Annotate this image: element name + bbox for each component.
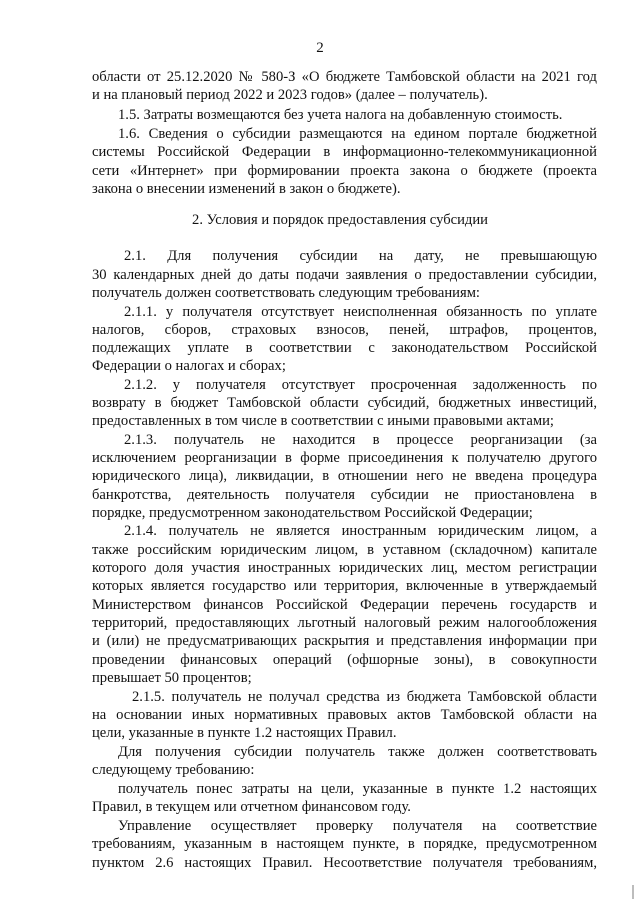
text-line: 1.5. Затраты возмещаются без учета налога на добавленную стоимость.	[118, 107, 563, 123]
text-line: получатель должен соответствовать следующим требованиям:	[92, 285, 480, 301]
text-line: юридического лица), ликвидации, в отношении него не введена процедура	[92, 468, 597, 484]
text-line: предоставленных в том числе в соответствии с иными правовыми актами;	[92, 413, 554, 429]
text-line: Правил, в текущем или отчетном финансовом году.	[92, 799, 411, 815]
text-line: которого доля участия иностранных юридических лиц, местом регистрации	[92, 560, 597, 576]
text-line: банкротства, деятельность получателя субсидии не приостановлена в	[92, 487, 597, 503]
text-line: проведении финансовых операций (офшорные зоны), в совокупности	[92, 652, 597, 668]
text-line: Управление осуществляет проверку получателя на соответствие	[118, 818, 597, 834]
text-line: получатель понес затраты на цели, указанные в пункте 1.2 настоящих	[118, 781, 597, 797]
text-line: 2.1.2. у получателя отсутствует просроченная задолженность по	[124, 377, 597, 393]
text-line: также российским юридическим лицом, в уставном (складочном) капитале	[92, 542, 597, 558]
text-line: цели, указанные в пункте 1.2 настоящих Правил.	[92, 725, 397, 741]
text-line: территорий, предоставляющих льготный налоговый режим налогообложения	[92, 615, 597, 631]
text-line: системы Российской Федерации в информационно-телекоммуникационной	[92, 144, 597, 160]
text-line: 2.1.4. получатель не является иностранным юридическим лицом, а	[124, 523, 597, 539]
text-line: порядке, предусмотренном законодательством Российской Федерации;	[92, 505, 533, 521]
section-heading: 2. Условия и порядок предоставления субсидии	[192, 212, 488, 228]
text-line: на основании иных нормативных правовых актов Тамбовской области на	[92, 707, 597, 723]
text-line: Министерством финансов Российской Федерации перечень государств и	[92, 597, 597, 613]
text-line: 2.1.1. у получателя отсутствует неисполненная обязанность по уплате	[124, 304, 597, 320]
text-line: возврату в бюджет Тамбовской области субсидий, бюджетных инвестиций,	[92, 395, 597, 411]
text-line: требованиям, указанным в настоящем пункте, в порядке, предусмотренном	[92, 836, 597, 852]
text-line: области от 25.12.2020 № 580-З «О бюджете Тамбовской области на 2021 год	[92, 69, 597, 85]
text-line: 1.6. Сведения о субсидии размещаются на едином портале бюджетной	[118, 126, 597, 142]
text-line: следующему требованию:	[92, 762, 255, 778]
page-number: 2	[316, 40, 324, 56]
text-line: Для получения субсидии получатель также должен соответствовать	[118, 744, 597, 760]
text-line: и (или) не предусматривающих раскрытия и представления информации при	[92, 633, 597, 649]
text-line: которых является государство или территория, включенные в утверждаемый	[92, 578, 597, 594]
text-line: Федерации о налогах и сборах;	[92, 358, 286, 374]
text-line: закона о внесении изменений в закон о бюджете).	[92, 181, 401, 197]
text-line: 30 календарных дней до даты подачи заявления о предоставлении субсидии,	[92, 267, 597, 283]
text-line: 2.1.5. получатель не получал средства из бюджета Тамбовской области	[132, 689, 597, 705]
text-line: и на плановый период 2022 и 2023 годов» (далее – получатель).	[92, 87, 488, 103]
text-line: 2.1. Для получения субсидии на дату, не превышающую	[124, 248, 597, 264]
text-line: 2.1.3. получатель не находится в процессе реорганизации (за	[124, 432, 597, 448]
text-line: исключением реорганизации в форме присоединения к получателю другого	[92, 450, 597, 466]
text-line: пунктом 2.6 настоящих Правил. Несоответствие получателя требованиям,	[92, 855, 597, 871]
text-line: подлежащих уплате в соответствии с законодательством Российской	[92, 340, 597, 356]
scan-margin-mark	[632, 885, 634, 899]
text-line: сети «Интернет» при формировании проекта закона о бюджете (проекта	[92, 163, 597, 179]
text-line: налогов, сборов, страховых взносов, пеней, штрафов, процентов,	[92, 322, 597, 338]
text-line: превышает 50 процентов;	[92, 670, 252, 686]
